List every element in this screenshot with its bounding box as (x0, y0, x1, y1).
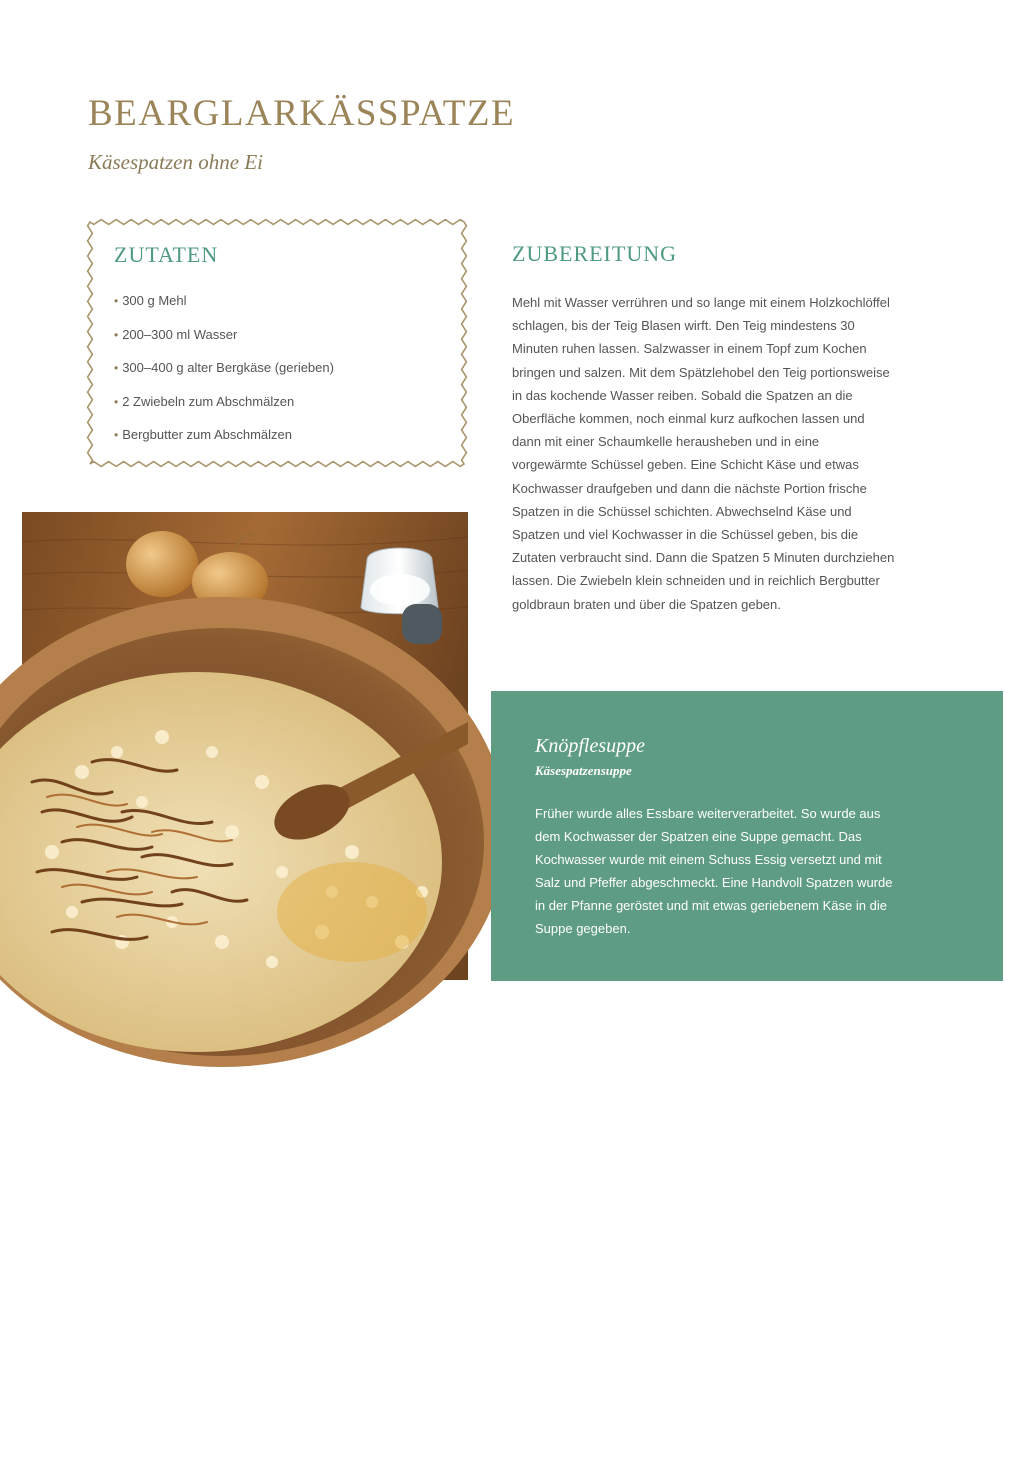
preparation-text: Mehl mit Wasser verrühren und so lange mit einem Holzkochlöffel schlagen, bis der Teig Blasen wirft. Den Teig mindestens 30 Minuten ruhen lassen. Salzwasser in einem Topf zum Kochen bringen und salzen. Mit dem Spätzlehobel den Teig portionsweise in das kochende Wasser reiben. Sobald die Spatzen an die Oberfläche kommen, noch einmal kurz aufkochen lassen und dann mit einer Schaumkelle herausheben und in eine vorgewärmte Schüssel geben. Eine Schicht Käse und etwas Kochwasser draufgeben und dann die nächste Portion frische Spatzen in die Schüssel schichten. Abwechselnd Käse und Spatzen und viel Kochwasser in die Schüssel geben, bis die Zutaten verbraucht sind. Dann die Spatzen 5 Minuten durchziehen lassen. Die Zwiebeln klein schneiden und in reichlich Bergbutter goldbraun braten und über die Spatzen geben. (512, 295, 895, 612)
info-box-text: Früher wurde alles Essbare weiterverarbeitet. So wurde aus dem Kochwasser der Spatzen eine Suppe gemacht. Das Kochwasser wurde mit einem Schuss Essig versetzt und mit Salz und Pfeffer abgeschmeckt. Eine Handvoll Spatzen wurde in der Pfanne geröstet und mit etwas geriebenem Käse in die Suppe gegeben. (535, 806, 893, 936)
info-box-subtitle: Käsespatzensuppe (535, 763, 632, 778)
bullet-icon: • (114, 294, 119, 308)
recipe-title: BEARGLARKÄSSPATZE (88, 93, 516, 134)
ingredients-heading: ZUTATEN (114, 242, 219, 267)
bullet-icon: • (114, 361, 119, 375)
food-illustration (22, 512, 468, 980)
food-photo (22, 512, 468, 1473)
info-box-title: Knöpflesuppe (535, 735, 645, 757)
bullet-icon: • (114, 327, 119, 342)
recipe-subtitle: Käsespatzen ohne Ei (88, 150, 263, 174)
soup-info-box (491, 691, 1003, 981)
ingredient-item: • 300 g Mehl (114, 293, 187, 308)
ingredients-box (86, 218, 468, 468)
bullet-icon: • (114, 428, 119, 442)
ingredient-item: • 200–300 ml Wasser (114, 326, 238, 342)
bullet-icon: • (114, 394, 119, 409)
page-number: 52 (48, 1458, 63, 1473)
ingredient-item: • Bergbutter zum Abschmälzen (114, 427, 293, 442)
preparation-heading: ZUBEREITUNG (512, 241, 677, 266)
ingredient-list (114, 292, 334, 460)
ingredient-item: • 300–400 g alter Bergkäse (gerieben) (114, 360, 334, 375)
ingredient-item: • 2 Zwiebeln zum Abschmälzen (114, 393, 295, 409)
